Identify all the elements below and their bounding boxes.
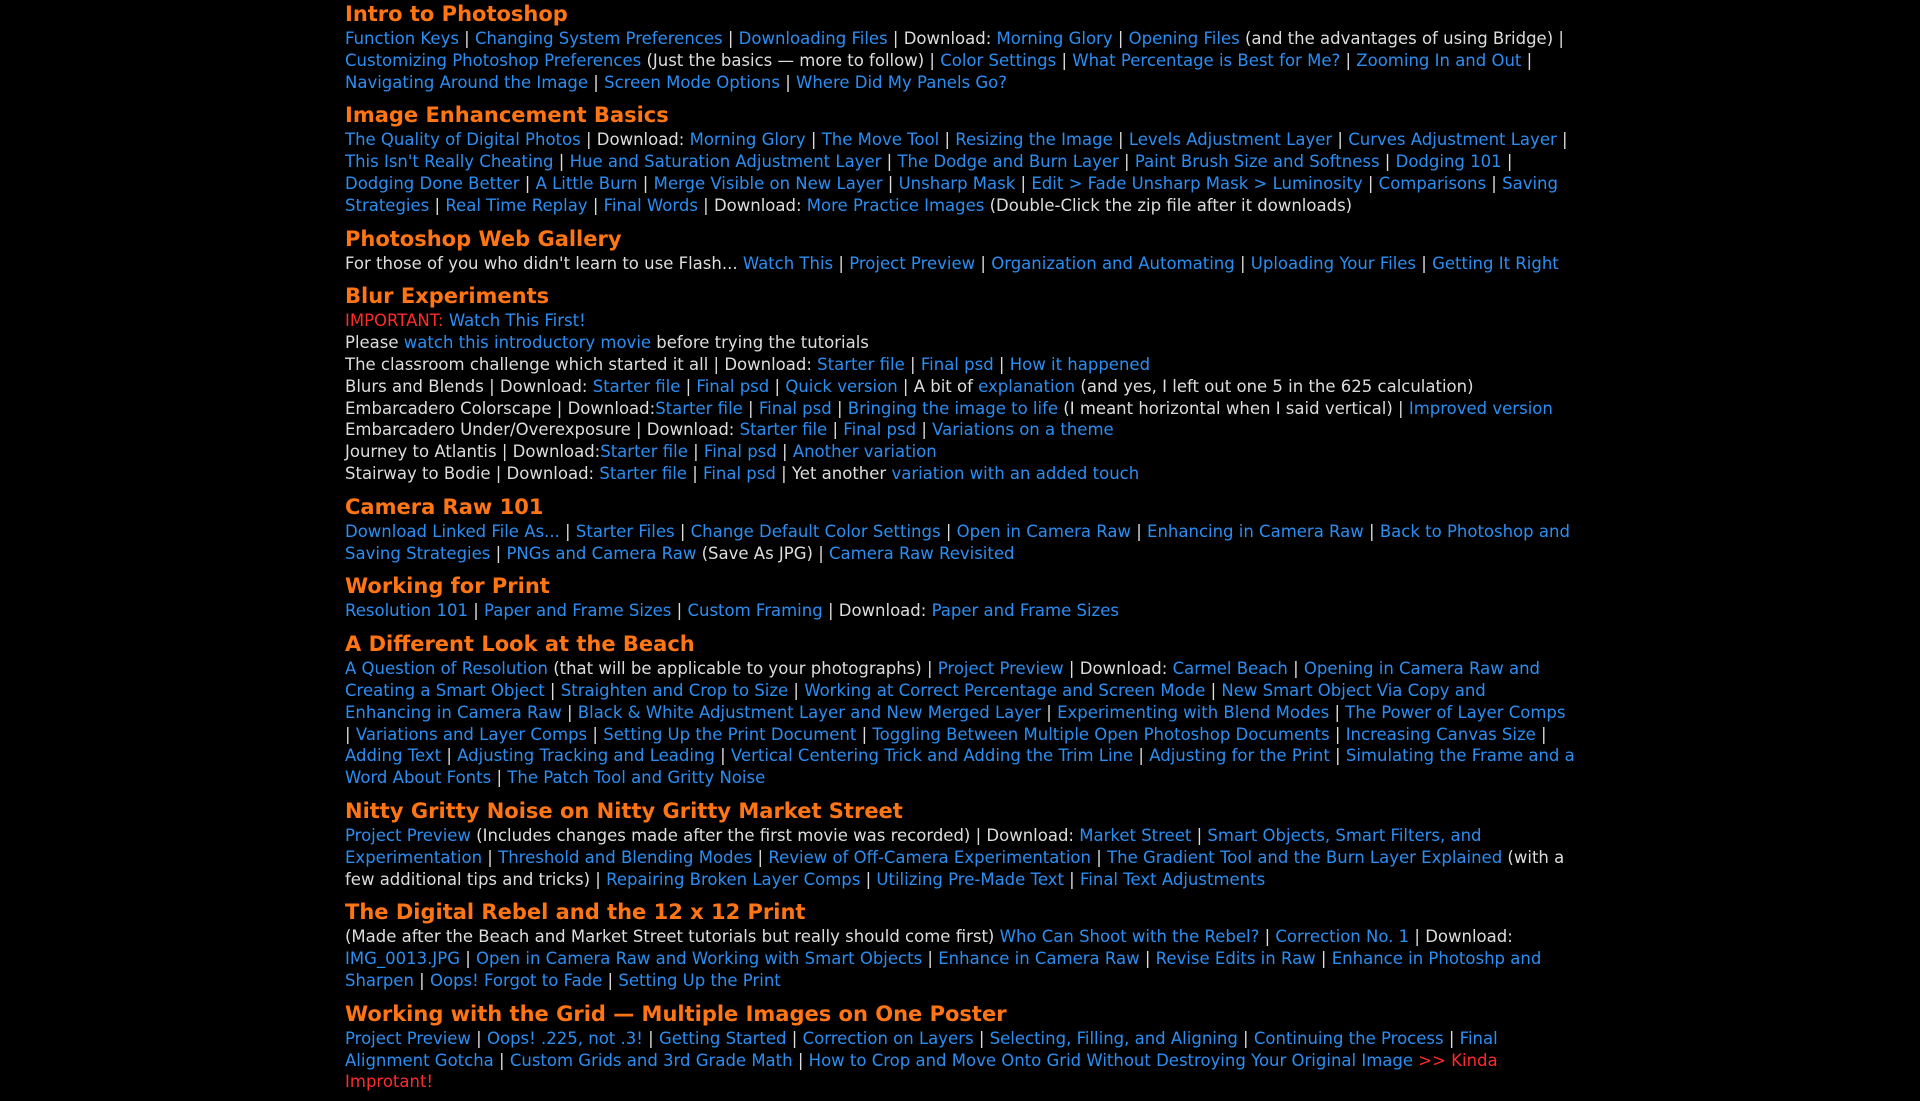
- static-text: |: [1340, 50, 1357, 70]
- link-smart-objects-smart-filters-and-experimentation[interactable]: Smart Objects, Smart Filters, and Experimentation: [345, 825, 1482, 867]
- static-text: |: [687, 442, 704, 462]
- static-text: |: [776, 442, 793, 462]
- section-working-for-print: [345, 572, 1575, 622]
- link-starter-file[interactable]: Starter file: [739, 420, 828, 440]
- static-text: |: [788, 680, 805, 700]
- static-text: | Download:: [887, 29, 997, 48]
- link-working-at-correct-percentage-and-screen-mode[interactable]: Working at Correct Percentage and Screen Mode: [804, 680, 1206, 700]
- static-text: |: [769, 376, 786, 396]
- link-back-to-photoshop-and-saving-strategies[interactable]: Back to Photoshop and Saving Strategies: [345, 521, 1570, 563]
- link-this-isn-t-really-cheating[interactable]: This Isn't Really Cheating: [345, 152, 554, 172]
- link-setting-up-the-print-document[interactable]: Setting Up the Print Document: [603, 724, 857, 744]
- static-text: |: [588, 72, 605, 92]
- static-text: |: [1112, 130, 1129, 150]
- link-project-preview[interactable]: Project Preview: [345, 825, 471, 845]
- link-simulating-the-frame-and-a-word-about-fonts[interactable]: Simulating the Frame and a Word About Fonts: [345, 746, 1575, 788]
- link-the-gradient-tool-and-the-burn-layer-explained[interactable]: The Gradient Tool and the Burn Layer Explained: [1107, 847, 1503, 867]
- section-line: [345, 463, 1575, 485]
- section-line: [345, 521, 1575, 565]
- link-black-white-adjustment-layer-and-new-merged-layer[interactable]: Black & White Adjustment Layer and New Merged Layer: [577, 702, 1041, 722]
- link-paint-brush-size-and-softness[interactable]: Paint Brush Size and Softness: [1134, 152, 1380, 172]
- static-text: |: [458, 29, 475, 48]
- link-pngs-and-camera-raw[interactable]: PNGs and Camera Raw: [506, 543, 697, 563]
- tutorial-index: [345, 0, 1575, 1101]
- link-variation-with-an-added-touch[interactable]: variation with an added touch: [891, 463, 1140, 483]
- section-heading: Blur Experiments: [345, 284, 550, 309]
- static-text: (Includes changes made after the first movie was recorded) | Download:: [470, 825, 1080, 845]
- link-who-can-shoot-with-the-rebel[interactable]: Who Can Shoot with the Rebel?: [999, 927, 1260, 947]
- link-revise-edits-in-raw[interactable]: Revise Edits in Raw: [1155, 949, 1316, 969]
- link-adding-text[interactable]: Adding Text: [345, 746, 442, 766]
- static-text: | Download:: [1063, 659, 1173, 679]
- static-text: |: [752, 847, 769, 867]
- static-text: |: [881, 152, 898, 172]
- link-new-smart-object-via-copy-and-enhancing-in-camera-raw[interactable]: New Smart Object Via Copy and Enhancing in Camera Raw: [345, 680, 1486, 722]
- link-carmel-beach[interactable]: Carmel Beach: [1172, 659, 1288, 679]
- link-function-keys[interactable]: Function Keys: [345, 29, 459, 48]
- static-text: |: [1416, 253, 1433, 273]
- static-text: |: [831, 398, 848, 418]
- link-merge-visible-on-new-layer[interactable]: Merge Visible on New Layer: [653, 173, 883, 193]
- link-final-psd[interactable]: Final psd: [758, 398, 832, 418]
- link-adjusting-for-the-print[interactable]: Adjusting for the Print: [1149, 746, 1330, 766]
- link-enhance-in-photoshp-and-sharpen[interactable]: Enhance in Photoshp and Sharpen: [345, 949, 1542, 990]
- static-text: |: [1556, 130, 1568, 150]
- section-line: [345, 1028, 1575, 1093]
- static-text: |: [975, 253, 992, 273]
- link-starter-files[interactable]: Starter Files: [575, 521, 675, 541]
- static-text: |: [1363, 521, 1380, 541]
- static-text: |: [587, 195, 604, 215]
- link-utilizing-pre-made-text[interactable]: Utilizing Pre-Made Text: [876, 869, 1064, 889]
- static-text: |: [467, 601, 485, 621]
- link-zooming-in-and-out[interactable]: Zooming In and Out: [1356, 50, 1522, 70]
- link-starter-file[interactable]: Starter file: [599, 463, 687, 483]
- static-text: |: [470, 1028, 487, 1048]
- static-text: |: [553, 152, 570, 172]
- static-text: | Download:: [697, 195, 807, 215]
- static-text: The classroom challenge which started it all | Download:: [345, 354, 818, 374]
- link-the-power-of-layer-comps[interactable]: The Power of Layer Comps: [1345, 702, 1566, 722]
- link-final-psd[interactable]: Final psd: [703, 463, 776, 483]
- static-text: Journey to Atlantis | Download:: [345, 442, 601, 462]
- static-text: |: [1237, 1028, 1254, 1048]
- link-threshold-and-blending-modes[interactable]: Threshold and Blending Modes: [498, 847, 753, 867]
- static-text: |: [940, 521, 957, 541]
- static-text: (I meant horizontal when I said vertical) |: [1058, 398, 1409, 418]
- static-text: |: [1443, 1028, 1460, 1048]
- section-line: [345, 398, 1575, 420]
- static-text: |: [561, 702, 578, 722]
- static-text: |: [714, 746, 731, 766]
- section-line: [345, 253, 1575, 275]
- link-where-did-my-panels-go[interactable]: Where Did My Panels Go?: [796, 72, 1008, 92]
- link-dodging-101[interactable]: Dodging 101: [1395, 152, 1502, 172]
- link-paper-and-frame-sizes[interactable]: Paper and Frame Sizes: [931, 601, 1119, 621]
- link-enhance-in-camera-raw[interactable]: Enhance in Camera Raw: [938, 949, 1140, 969]
- section-line: [345, 354, 1575, 376]
- static-text: |: [1118, 152, 1135, 172]
- static-text: Stairway to Bodie | Download:: [345, 463, 600, 483]
- static-text: |: [805, 130, 822, 150]
- link-real-time-replay[interactable]: Real Time Replay: [445, 195, 588, 215]
- link-experimenting-with-blend-modes[interactable]: Experimenting with Blend Modes: [1057, 702, 1330, 722]
- link-continuing-the-process[interactable]: Continuing the Process: [1253, 1028, 1444, 1048]
- link-watch-this-introductory-movie[interactable]: watch this introductory movie: [403, 333, 652, 353]
- section-line: [345, 926, 1575, 991]
- link-final-text-adjustments[interactable]: Final Text Adjustments: [1079, 869, 1266, 889]
- static-text: |: [993, 354, 1010, 374]
- static-text: |: [922, 949, 939, 969]
- static-text: |: [827, 420, 844, 440]
- static-text: |: [1234, 253, 1251, 273]
- link-getting-it-right[interactable]: Getting It Right: [1432, 253, 1559, 273]
- static-text: |: [1015, 173, 1032, 193]
- section-line: [345, 129, 1575, 216]
- static-text: |: [559, 521, 576, 541]
- link-camera-raw-revisited[interactable]: Camera Raw Revisited: [829, 543, 1015, 563]
- static-text: |: [1205, 680, 1222, 700]
- static-text: |: [856, 724, 873, 744]
- static-text: |: [1063, 869, 1080, 889]
- static-text: For those of you who didn't learn to use Flash...: [345, 253, 743, 273]
- link-increasing-canvas-size[interactable]: Increasing Canvas Size: [1345, 724, 1536, 744]
- link-organization-and-automating[interactable]: Organization and Automating: [991, 253, 1235, 273]
- static-text: |: [1130, 521, 1148, 541]
- link-market-street[interactable]: Market Street: [1079, 825, 1192, 845]
- link-variations-on-a-theme[interactable]: Variations on a theme: [932, 420, 1114, 440]
- link-final-psd[interactable]: Final psd: [703, 442, 777, 462]
- link-final-words[interactable]: Final Words: [603, 195, 698, 215]
- static-text: | Yet another: [775, 463, 892, 483]
- link-a-little-burn[interactable]: A Little Burn: [535, 173, 638, 193]
- section-line: [345, 310, 1575, 332]
- section-line: [345, 332, 1575, 354]
- static-text: |: [345, 724, 356, 744]
- static-text: |: [602, 970, 619, 990]
- static-text: |: [637, 173, 654, 193]
- link-screen-mode-options[interactable]: Screen Mode Options: [604, 72, 780, 92]
- static-text: |: [429, 195, 446, 215]
- static-text: Blurs and Blends | Download:: [345, 376, 593, 396]
- link-dodging-done-better[interactable]: Dodging Done Better: [345, 173, 520, 193]
- link-a-question-of-resolution[interactable]: A Question of Resolution: [345, 659, 548, 679]
- link-what-percentage-is-best-for-me[interactable]: What Percentage is Best for Me?: [1072, 50, 1341, 70]
- link-setting-up-the-print[interactable]: Setting Up the Print: [618, 970, 781, 990]
- section-heading: Working with the Grid — Multiple Images on One Poster: [345, 1001, 1007, 1026]
- static-text: |: [939, 130, 956, 150]
- link-resolution-101[interactable]: Resolution 101: [345, 601, 468, 621]
- section-working-with-the-grid-multiple-images-on-one-poster: [345, 1000, 1575, 1093]
- link-repairing-broken-layer-comps[interactable]: Repairing Broken Layer Comps: [606, 869, 861, 889]
- link-selecting-filling-and-aligning[interactable]: Selecting, Filling, and Aligning: [989, 1028, 1238, 1048]
- static-text: (Save As JPG) |: [696, 543, 830, 563]
- link-toggling-between-multiple-open-photoshop-documents[interactable]: Toggling Between Multiple Open Photoshop Documents: [872, 724, 1330, 744]
- link-paper-and-frame-sizes[interactable]: Paper and Frame Sizes: [484, 601, 672, 621]
- link-open-in-camera-raw[interactable]: Open in Camera Raw: [956, 521, 1131, 541]
- link-edit-fade-unsharp-mask-luminosity[interactable]: Edit > Fade Unsharp Mask > Luminosity: [1031, 173, 1363, 193]
- link-custom-framing[interactable]: Custom Framing: [687, 601, 823, 621]
- static-text: |: [441, 746, 458, 766]
- static-text: |: [1362, 173, 1379, 193]
- static-text: |: [882, 173, 899, 193]
- section-line: [345, 441, 1575, 463]
- link-review-of-off-camera-experimentation[interactable]: Review of Off-Camera Experimentation: [768, 847, 1091, 867]
- section-nitty-gritty-noise-on-nitty-gritty-market-street: [345, 797, 1575, 890]
- static-text: |: [1379, 152, 1396, 172]
- static-text: (and yes, I left out one 5 in the 625 calculation): [1075, 376, 1474, 396]
- static-text: Please: [345, 333, 404, 353]
- section-heading: Nitty Gritty Noise on Nitty Gritty Market Street: [345, 798, 903, 823]
- link-starter-file[interactable]: Starter file: [592, 376, 681, 396]
- section-line: [345, 376, 1575, 398]
- static-text: | Download:: [580, 130, 690, 150]
- static-text: |: [916, 420, 933, 440]
- static-text: (Just the basics — more to follow) |: [641, 50, 941, 70]
- static-text: |: [792, 1050, 809, 1070]
- link-project-preview[interactable]: Project Preview: [937, 659, 1064, 679]
- link-hue-and-saturation-adjustment-layer[interactable]: Hue and Saturation Adjustment Layer: [569, 152, 882, 172]
- link-project-preview[interactable]: Project Preview: [345, 1028, 471, 1048]
- link-the-move-tool[interactable]: The Move Tool: [821, 130, 940, 150]
- section-a-different-look-at-the-beach: [345, 630, 1575, 789]
- static-text: |: [459, 949, 477, 969]
- link-watch-this-first[interactable]: Watch This First!: [448, 311, 586, 331]
- static-text: before trying the tutorials: [651, 333, 869, 353]
- section-heading: A Different Look at the Beach: [345, 632, 695, 657]
- link-vertical-centering-trick-and-adding-the-trim-line[interactable]: Vertical Centering Trick and Adding the Trim Line: [730, 746, 1134, 766]
- section-line: [345, 28, 1575, 93]
- important-note: >> Kinda Improtant!: [345, 1050, 1498, 1092]
- static-text: |: [779, 72, 797, 92]
- static-text: |: [482, 847, 499, 867]
- section-heading: Photoshop Web Gallery: [345, 226, 622, 251]
- static-text: |: [686, 463, 704, 483]
- section-heading: The Digital Rebel and the 12 x 12 Print: [345, 900, 806, 925]
- link-straighten-and-crop-to-size[interactable]: Straighten and Crop to Size: [560, 680, 789, 700]
- link-quick-version[interactable]: Quick version: [785, 376, 898, 396]
- link-morning-glory[interactable]: Morning Glory: [996, 29, 1113, 48]
- static-text: |: [1191, 825, 1208, 845]
- important-note: IMPORTANT:: [345, 311, 449, 331]
- link-color-settings[interactable]: Color Settings: [940, 50, 1057, 70]
- link-the-dodge-and-burn-layer[interactable]: The Dodge and Burn Layer: [897, 152, 1119, 172]
- section-heading: Camera Raw 101: [345, 494, 544, 519]
- link-navigating-around-the-image[interactable]: Navigating Around the Image: [345, 72, 589, 92]
- link-starter-file[interactable]: Starter file: [655, 398, 743, 418]
- link-final-psd[interactable]: Final psd: [843, 420, 917, 440]
- static-text: | Download:: [1409, 927, 1513, 947]
- link-another-variation[interactable]: Another variation: [792, 442, 937, 462]
- link-opening-in-camera-raw-and-creating-a-smart-object[interactable]: Opening in Camera Raw and Creating a Smart Object: [345, 659, 1541, 700]
- link-bringing-the-image-to-life[interactable]: Bringing the image to life: [847, 398, 1059, 418]
- link-download-linked-file-as[interactable]: Download Linked File As...: [345, 521, 560, 541]
- section-image-enhancement-basics: [345, 101, 1575, 216]
- link-adjusting-tracking-and-leading[interactable]: Adjusting Tracking and Leading: [457, 746, 715, 766]
- static-text: |: [1332, 130, 1349, 150]
- static-text: |: [1501, 152, 1513, 172]
- section-intro-to-photoshop: [345, 0, 1575, 93]
- static-text: |: [680, 376, 697, 396]
- link-comparisons[interactable]: Comparisons: [1378, 173, 1487, 193]
- static-text: |: [674, 521, 691, 541]
- static-text: |: [1315, 949, 1332, 969]
- static-text: |: [742, 398, 759, 418]
- static-text: |: [642, 1028, 659, 1048]
- static-text: |: [413, 970, 430, 990]
- link-project-preview[interactable]: Project Preview: [849, 253, 976, 273]
- static-text: |: [544, 680, 561, 700]
- static-text: | Download:: [822, 601, 932, 621]
- static-text: |: [1259, 927, 1276, 947]
- section-line: [345, 600, 1575, 622]
- static-text: |: [1329, 702, 1346, 722]
- static-text: |: [491, 768, 508, 788]
- link-enhancing-in-camera-raw[interactable]: Enhancing in Camera Raw: [1147, 521, 1364, 541]
- section-heading: Intro to Photoshop: [345, 2, 568, 26]
- section-line: [345, 825, 1575, 890]
- static-text: |: [1329, 724, 1346, 744]
- static-text: |: [833, 253, 850, 273]
- static-text: |: [519, 173, 536, 193]
- link-custom-grids-and-3rd-grade-math[interactable]: Custom Grids and 3rd Grade Math: [509, 1050, 793, 1070]
- link-uploading-your-files[interactable]: Uploading Your Files: [1250, 253, 1417, 273]
- section-line: [345, 658, 1575, 789]
- static-text: |: [1133, 746, 1150, 766]
- static-text: |: [671, 601, 688, 621]
- link-the-patch-tool-and-gritty-noise[interactable]: The Patch Tool and Gritty Noise: [507, 768, 766, 788]
- section-photoshop-web-gallery: [345, 225, 1575, 275]
- section-heading: Working for Print: [345, 574, 550, 599]
- section-heading: Image Enhancement Basics: [345, 103, 669, 128]
- link-how-it-happened[interactable]: How it happened: [1009, 354, 1151, 374]
- link-more-practice-images[interactable]: More Practice Images: [806, 195, 985, 215]
- static-text: Embarcadero Under/Overexposure | Download:: [345, 420, 740, 440]
- link-final-psd[interactable]: Final psd: [696, 376, 770, 396]
- link-unsharp-mask[interactable]: Unsharp Mask: [898, 173, 1016, 193]
- link-final-alignment-gotcha[interactable]: Final Alignment Gotcha: [345, 1028, 1498, 1070]
- link-explanation[interactable]: explanation: [978, 376, 1076, 396]
- static-text: |: [587, 724, 604, 744]
- link-opening-files[interactable]: Opening Files: [1128, 29, 1240, 48]
- link-final-psd[interactable]: Final psd: [920, 354, 994, 374]
- static-text: |: [1486, 173, 1503, 193]
- static-text: |: [493, 1050, 510, 1070]
- static-text: (Made after the Beach and Market Street tutorials but really should come first): [345, 927, 1000, 947]
- static-text: |: [1329, 746, 1346, 766]
- static-text: |: [1287, 659, 1304, 679]
- static-text: (with a few additional tips and tricks) |: [345, 847, 1565, 889]
- static-text: |: [786, 1028, 803, 1048]
- static-text: | A bit of: [897, 376, 979, 396]
- section-line: [345, 419, 1575, 441]
- section-camera-raw-101: [345, 493, 1575, 565]
- link-how-to-crop-and-move-onto-grid-without-destroying-your-original-image[interactable]: How to Crop and Move Onto Grid Without Destroying Your Original Image: [808, 1050, 1414, 1070]
- link-oops-forgot-to-fade[interactable]: Oops! Forgot to Fade: [429, 970, 603, 990]
- link-starter-file[interactable]: Starter file: [600, 442, 688, 462]
- static-text: |: [1521, 50, 1533, 70]
- section-blur-experiments: [345, 282, 1575, 484]
- static-text: |: [860, 869, 877, 889]
- link-levels-adjustment-layer[interactable]: Levels Adjustment Layer: [1128, 130, 1333, 150]
- link-correction-no-1[interactable]: Correction No. 1: [1275, 927, 1410, 947]
- static-text: |: [1139, 949, 1156, 969]
- link-img-0013-jpg[interactable]: IMG_0013.JPG: [345, 949, 460, 969]
- section-the-digital-rebel-and-the-12-x-12-print: [345, 898, 1575, 991]
- static-text: |: [722, 29, 739, 48]
- link-open-in-camera-raw-and-working-with-smart-objects[interactable]: Open in Camera Raw and Working with Smart Objects: [476, 949, 923, 969]
- link-variations-and-layer-comps[interactable]: Variations and Layer Comps: [355, 724, 588, 744]
- link-correction-on-layers[interactable]: Correction on Layers: [802, 1028, 974, 1048]
- link-the-quality-of-digital-photos[interactable]: The Quality of Digital Photos: [345, 130, 581, 150]
- static-text: (and the advantages of using Bridge) |: [1239, 29, 1564, 48]
- static-text: |: [490, 543, 507, 563]
- static-text: |: [904, 354, 921, 374]
- link-changing-system-preferences[interactable]: Changing System Preferences: [475, 29, 723, 48]
- static-text: |: [1112, 29, 1129, 48]
- static-text: |: [973, 1028, 990, 1048]
- link-watch-this[interactable]: Watch This: [742, 253, 834, 273]
- link-curves-adjustment-layer[interactable]: Curves Adjustment Layer: [1348, 130, 1557, 150]
- link-saving-strategies[interactable]: Saving Strategies: [345, 173, 1558, 215]
- link-oops-225-not-3[interactable]: Oops! .225, not .3!: [487, 1028, 643, 1048]
- link-starter-file[interactable]: Starter file: [817, 354, 905, 374]
- static-text: |: [1535, 724, 1547, 744]
- link-getting-started[interactable]: Getting Started: [658, 1028, 787, 1048]
- static-text: |: [1090, 847, 1108, 867]
- link-morning-glory[interactable]: Morning Glory: [689, 130, 806, 150]
- static-text: (that will be applicable to your photographs) |: [547, 659, 938, 679]
- static-text: (Double-Click the zip file after it downloads): [984, 195, 1353, 215]
- link-change-default-color-settings[interactable]: Change Default Color Settings: [690, 521, 941, 541]
- link-improved-version[interactable]: Improved version: [1408, 398, 1553, 418]
- link-downloading-files[interactable]: Downloading Files: [738, 29, 888, 48]
- static-text: |: [1041, 702, 1058, 722]
- link-resizing-the-image[interactable]: Resizing the Image: [955, 130, 1113, 150]
- static-text: |: [1056, 50, 1073, 70]
- static-text: Embarcadero Colorscape | Download:: [345, 398, 656, 418]
- link-customizing-photoshop-preferences[interactable]: Customizing Photoshop Preferences: [345, 50, 642, 70]
